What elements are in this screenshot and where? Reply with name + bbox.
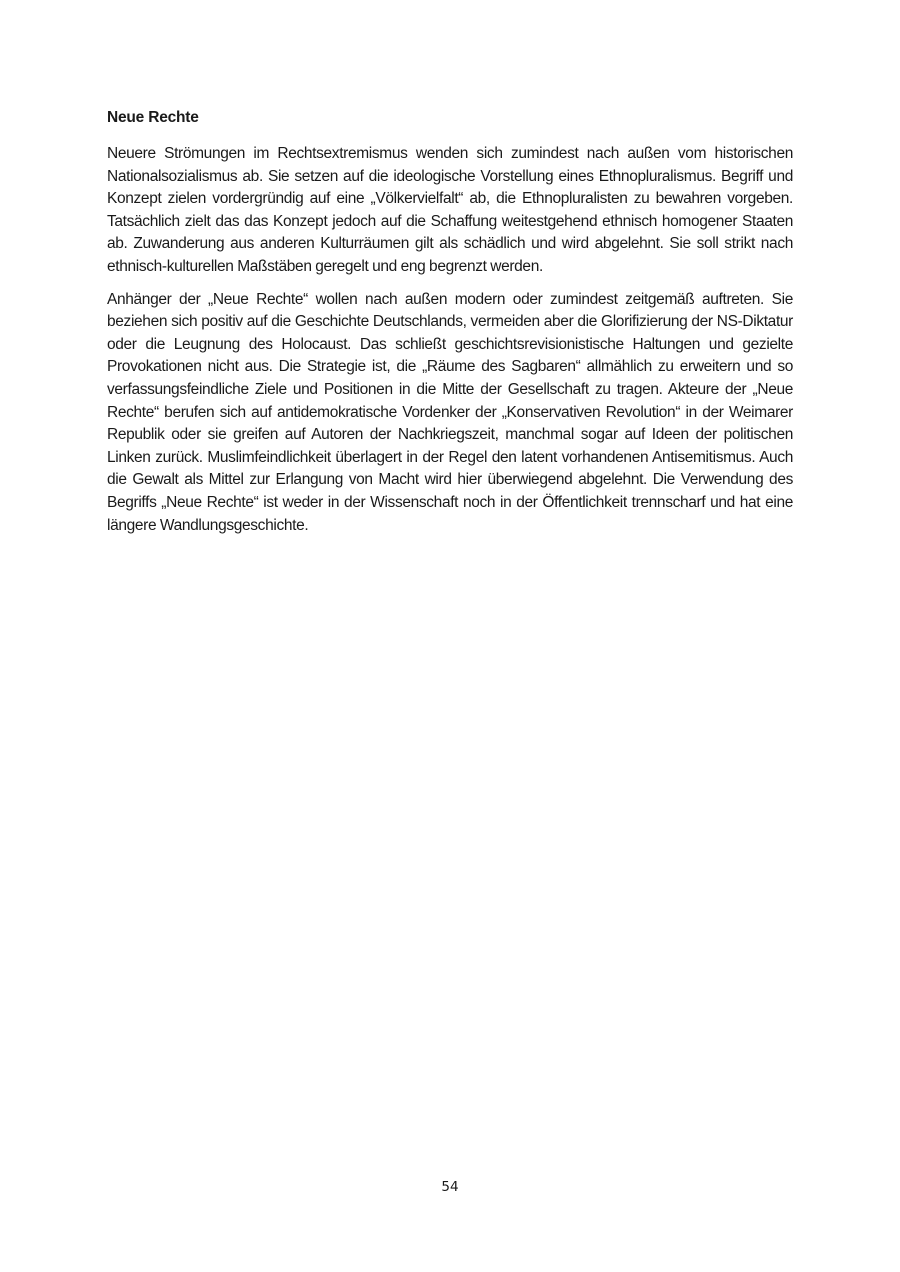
page-content — [107, 108, 793, 547]
page-number: 54 — [441, 1179, 459, 1195]
paragraph-2: Anhänger der „Neue Rechte“ wollen nach außen modern oder zumindest zeitgemäß auftreten. Sie beziehen sich positiv auf die Geschichte Deutschlands, vermeiden aber die Glorifizierung der NS-Diktatur oder die Leugnung des Holocaust. Das schließt geschichtsrevisionistische Haltungen und gezielte Provokationen nicht aus. Die Strategie ist, die „Räume des Sagbaren“ allmählich zu erweitern und so verfassungsfeindliche Ziele und Positionen in die Mitte der Gesellschaft zu tragen. Akteure der „Neue Rechte“ berufen sich auf antidemokratische Vordenker der „Konservativen Revolution“ in der Weimarer Republik oder sie greifen auf Autoren der Nachkriegszeit, manchmal sogar auf Ideen der politischen Linken zurück. Muslimfeindlichkeit überlagert in der Regel den latent vorhandenen Antisemitismus. Auch die Gewalt als Mittel zur Erlangung von Macht wird hier überwiegend abgelehnt. Die Verwendung des Begriffs „Neue Rechte“ ist weder in der Wissenschaft noch in der Öffentlichkeit trennscharf und hat eine längere Wandlungsgeschichte. — [107, 290, 793, 534]
section-heading: Neue Rechte — [107, 109, 199, 126]
paragraph-1: Neuere Strömungen im Rechtsextremismus wenden sich zumindest nach außen vom historischen Nationalsozialismus ab. Sie setzen auf die ideologische Vorstellung eines Ethnopluralismus. Begriff und Konzept zielen vordergründig auf eine „Völkervielfalt“ ab, die Ethnopluralisten zu bewahren vorgeben. Tatsächlich zielt das das Konzept jedoch auf die Schaffung weitestgehend ethnisch homogener Staaten ab. Zuwanderung aus anderen Kulturräumen gilt als schädlich und wird abgelehnt. Sie soll strikt nach ethnisch-kulturellen Maßstäben geregelt und eng begrenzt werden. — [107, 145, 793, 275]
